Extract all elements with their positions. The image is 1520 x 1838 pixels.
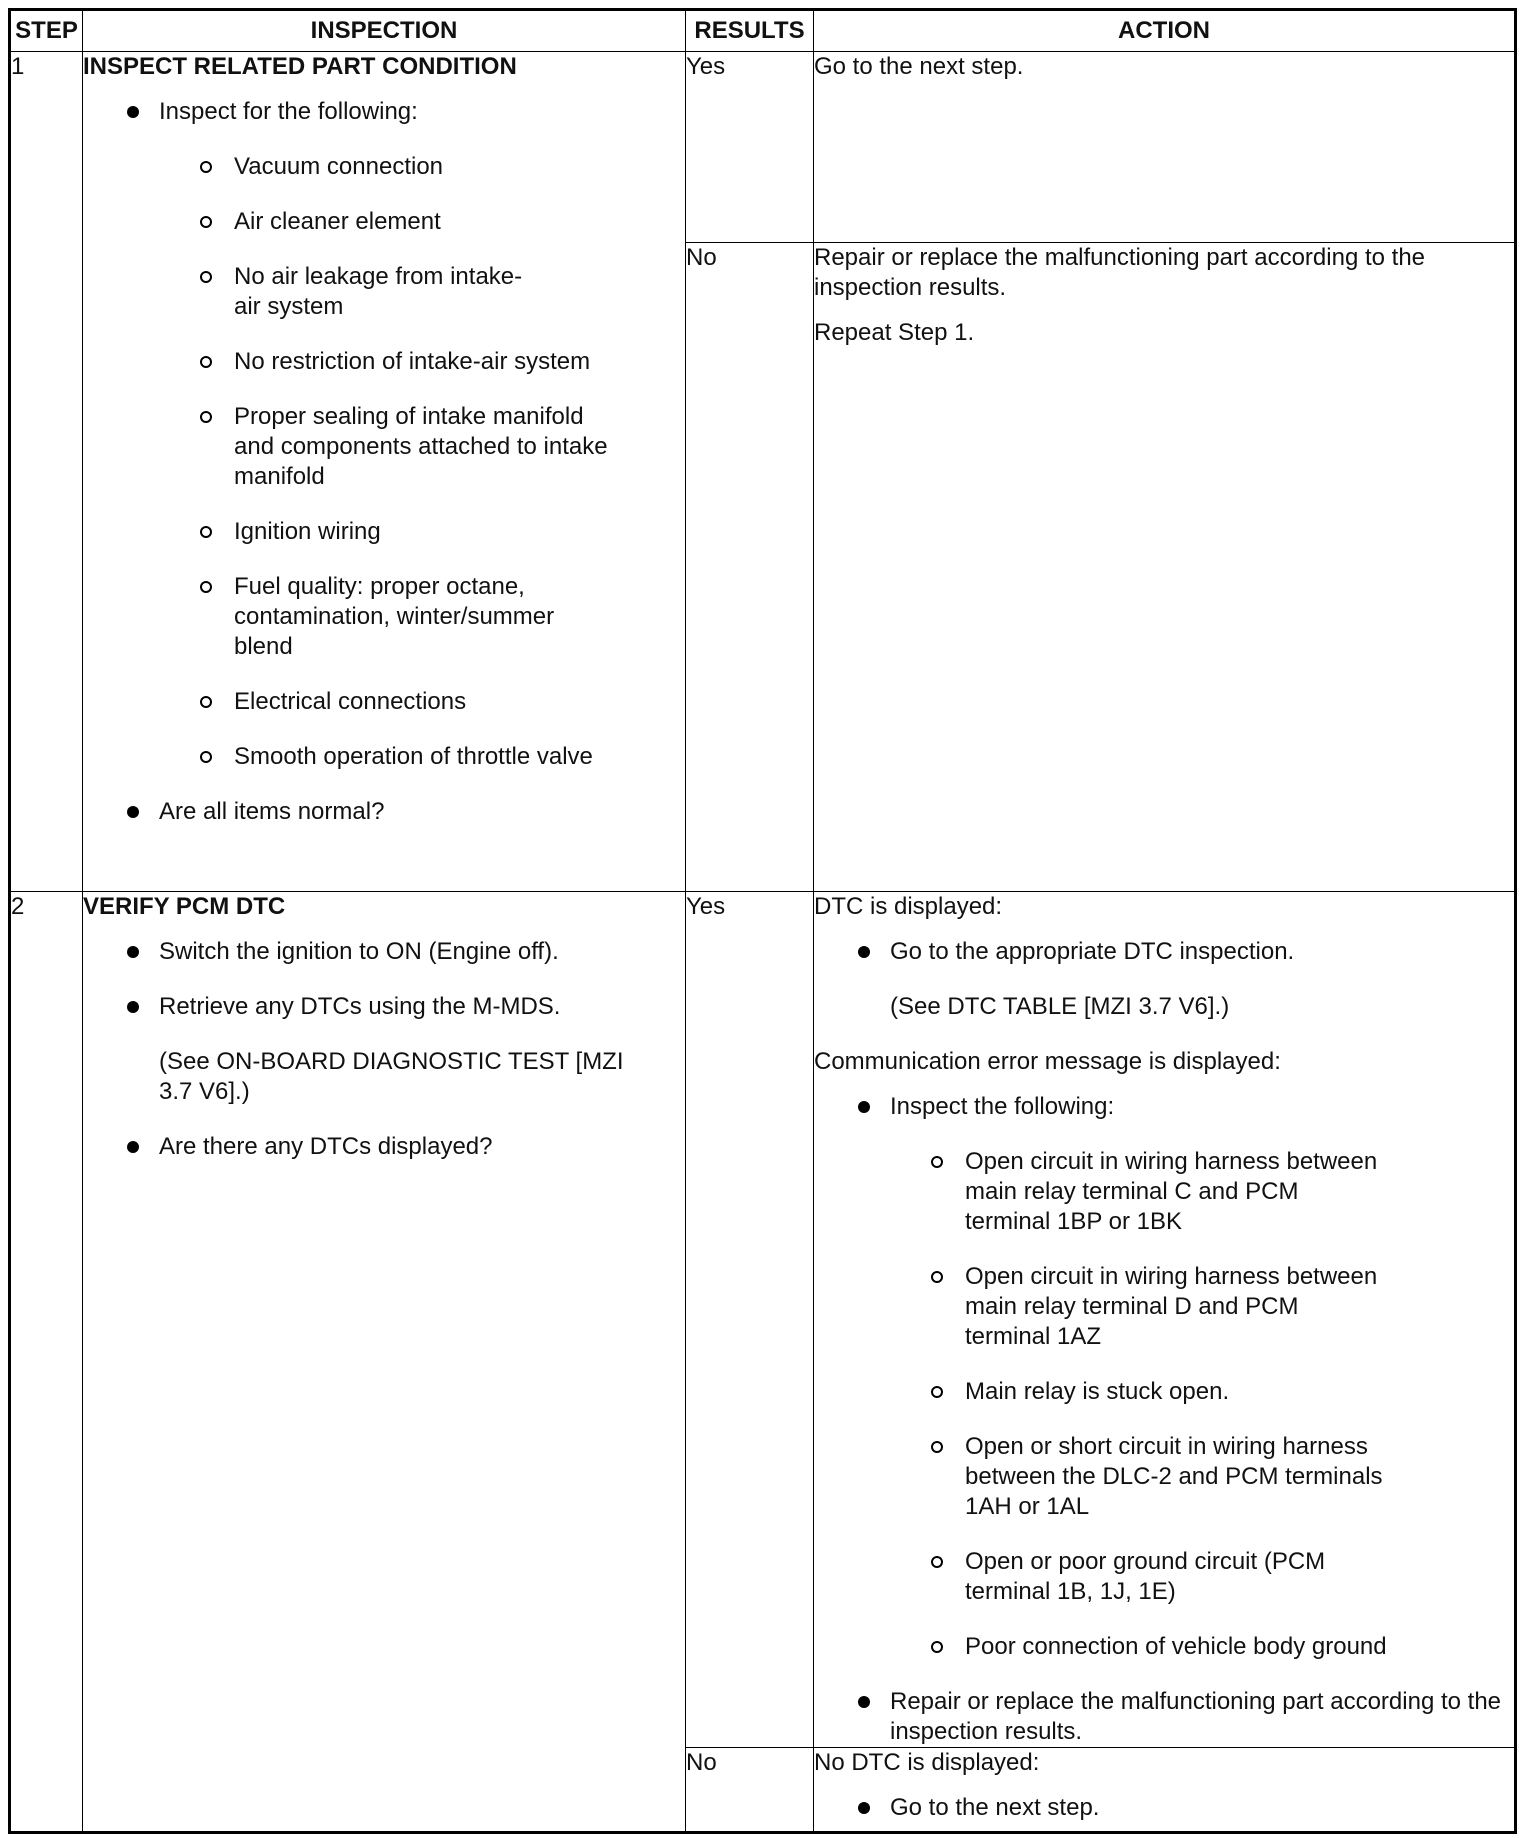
inspect-following-text: Inspect the following:: [890, 1092, 1115, 1120]
list-item: [83, 97, 685, 772]
circle-bullet-icon: [931, 1386, 943, 1398]
checklist-item-text: Open or poor ground circuit (PCM terminal 1B, 1J, 1E): [965, 1547, 1326, 1605]
step2-bullet-text: Switch the ignition to ON (Engine off).: [159, 937, 559, 965]
step2-bullets-question: [83, 1132, 685, 1162]
goto-dtc-text: Go to the appropriate DTC inspection.: [890, 937, 1295, 965]
list-item: [814, 1687, 1514, 1747]
checklist-item-text: Vacuum connection: [234, 153, 444, 180]
circle-bullet-icon: [200, 581, 212, 593]
bullet-icon: [858, 946, 870, 958]
step1-result-yes: Yes: [686, 52, 814, 243]
list-item: [83, 937, 685, 967]
comm-error-checklist: [814, 1147, 1514, 1662]
bullet-icon: [127, 1001, 139, 1013]
header-inspection: INSPECTION: [83, 10, 686, 52]
list-item: [159, 207, 685, 237]
list-item: [814, 1793, 1514, 1823]
checklist-item-text: Ignition wiring: [234, 518, 381, 545]
step1-row-yes: [10, 52, 1516, 243]
bullet-icon: [127, 806, 139, 818]
circle-bullet-icon: [931, 1156, 943, 1168]
list-item: [159, 347, 685, 377]
step2-result-yes: Yes: [686, 891, 814, 1747]
bullet-icon: [127, 1141, 139, 1153]
step2-bullet-text: Retrieve any DTCs using the M-MDS.: [159, 992, 561, 1020]
circle-bullet-icon: [200, 411, 212, 423]
checklist-item-text: Electrical connections: [234, 688, 467, 715]
checklist-item-text: Main relay is stuck open.: [965, 1377, 1230, 1405]
list-item: [159, 742, 685, 772]
checklist-item-text: Proper sealing of intake manifold and components attached to intake manifold: [234, 403, 608, 490]
step1-bullet1: Inspect for the following:: [159, 98, 418, 125]
step2-row-yes: [10, 891, 1516, 1747]
dtc-displayed-text: DTC is displayed:: [814, 892, 1003, 920]
step2-note: (See ON-BOARD DIAGNOSTIC TEST [MZI 3.7 V6].): [159, 1047, 624, 1105]
circle-bullet-icon: [931, 1441, 943, 1453]
checklist-item-text: Open circuit in wiring harness between main relay terminal C and PCM terminal 1BP or 1BK: [965, 1147, 1378, 1235]
bullet-icon: [858, 1696, 870, 1708]
step2-number: 2: [10, 891, 83, 1832]
list-item: [890, 1147, 1385, 1237]
step2-inspection: [83, 891, 686, 1832]
bullet-icon: [858, 1101, 870, 1113]
repair-text: Repair or replace the malfunctioning part according to the inspection results.: [890, 1687, 1502, 1745]
list-item: [83, 992, 685, 1022]
list-item: [83, 797, 685, 827]
header-step: STEP: [10, 10, 83, 52]
comm-error-text: Communication error message is displayed:: [814, 1047, 1281, 1075]
list-item: [159, 152, 685, 182]
header-results: RESULTS: [686, 10, 814, 52]
step1-no-action-text: Repair or replace the malfunctioning part according to the inspection results.: [814, 244, 1426, 301]
circle-bullet-icon: [200, 696, 212, 708]
list-item: [159, 687, 685, 717]
header-row: [10, 10, 1516, 52]
no-dtc-text: No DTC is displayed:: [814, 1748, 1040, 1776]
step1-number: 1: [10, 52, 83, 892]
circle-bullet-icon: [931, 1556, 943, 1568]
checklist-item-text: No air leakage from intake-air system: [234, 263, 523, 320]
step1-bullet2: Are all items normal?: [159, 798, 385, 825]
checklist-item-text: Poor connection of vehicle body ground: [965, 1632, 1387, 1660]
checklist-item-text: Open circuit in wiring harness between main relay terminal D and PCM terminal 1AZ: [965, 1262, 1378, 1350]
list-item: [159, 402, 614, 492]
header-action: ACTION: [814, 10, 1516, 52]
checklist-item-text: Smooth operation of throttle valve: [234, 743, 593, 770]
step1-result-no: No: [686, 243, 814, 892]
dtc-displayed-bullets: [814, 937, 1514, 967]
step1-bullets: [83, 97, 685, 827]
goto-next-text: Go to the next step.: [890, 1793, 1100, 1821]
circle-bullet-icon: [200, 526, 212, 538]
step2-result-no: No: [686, 1747, 814, 1832]
list-item: [159, 517, 685, 547]
circle-bullet-icon: [931, 1641, 943, 1653]
step2-action-no: [814, 1747, 1516, 1832]
checklist-item-text: No restriction of intake-air system: [234, 348, 591, 375]
circle-bullet-icon: [200, 751, 212, 763]
step2-title: VERIFY PCM DTC: [83, 892, 286, 920]
bullet-icon: [127, 946, 139, 958]
list-item: [159, 262, 534, 322]
list-item: [159, 572, 579, 662]
step1-title: INSPECT RELATED PART CONDITION: [83, 53, 517, 80]
step1-no-repeat: Repeat Step 1.: [814, 319, 975, 346]
checklist-item-text: Fuel quality: proper octane, contamination, winter/summer blend: [234, 573, 555, 660]
list-item: [814, 1092, 1514, 1662]
checklist-item-text: Air cleaner element: [234, 208, 441, 235]
circle-bullet-icon: [931, 1271, 943, 1283]
step2-bullets: [83, 937, 685, 1022]
bullet-icon: [127, 106, 139, 118]
bullet-icon: [858, 1802, 870, 1814]
list-item: [890, 1632, 1514, 1662]
list-item: [890, 1262, 1385, 1352]
checklist-item-text: Open or short circuit in wiring harness between the DLC-2 and PCM terminals 1AH or 1AL: [965, 1432, 1383, 1520]
list-item: [890, 1377, 1514, 1407]
list-item: [83, 1132, 685, 1162]
list-item: [890, 1432, 1385, 1522]
circle-bullet-icon: [200, 271, 212, 283]
no-dtc-bullets: [814, 1793, 1514, 1823]
diagnostic-procedure-table: [8, 8, 1517, 1834]
list-item: [890, 1547, 1405, 1607]
step1-checklist: [83, 152, 685, 772]
step1-inspection: [83, 52, 686, 892]
comm-error-bullets: [814, 1092, 1514, 1747]
step1-action-yes: Go to the next step.: [814, 52, 1516, 243]
circle-bullet-icon: [200, 161, 212, 173]
step1-action-no: [814, 243, 1516, 892]
step2-action-yes: [814, 891, 1516, 1747]
see-dtc-table-note: (See DTC TABLE [MZI 3.7 V6].): [890, 992, 1230, 1020]
list-item: [814, 937, 1514, 967]
circle-bullet-icon: [200, 356, 212, 368]
step2-question-text: Are there any DTCs displayed?: [159, 1132, 493, 1160]
circle-bullet-icon: [200, 216, 212, 228]
